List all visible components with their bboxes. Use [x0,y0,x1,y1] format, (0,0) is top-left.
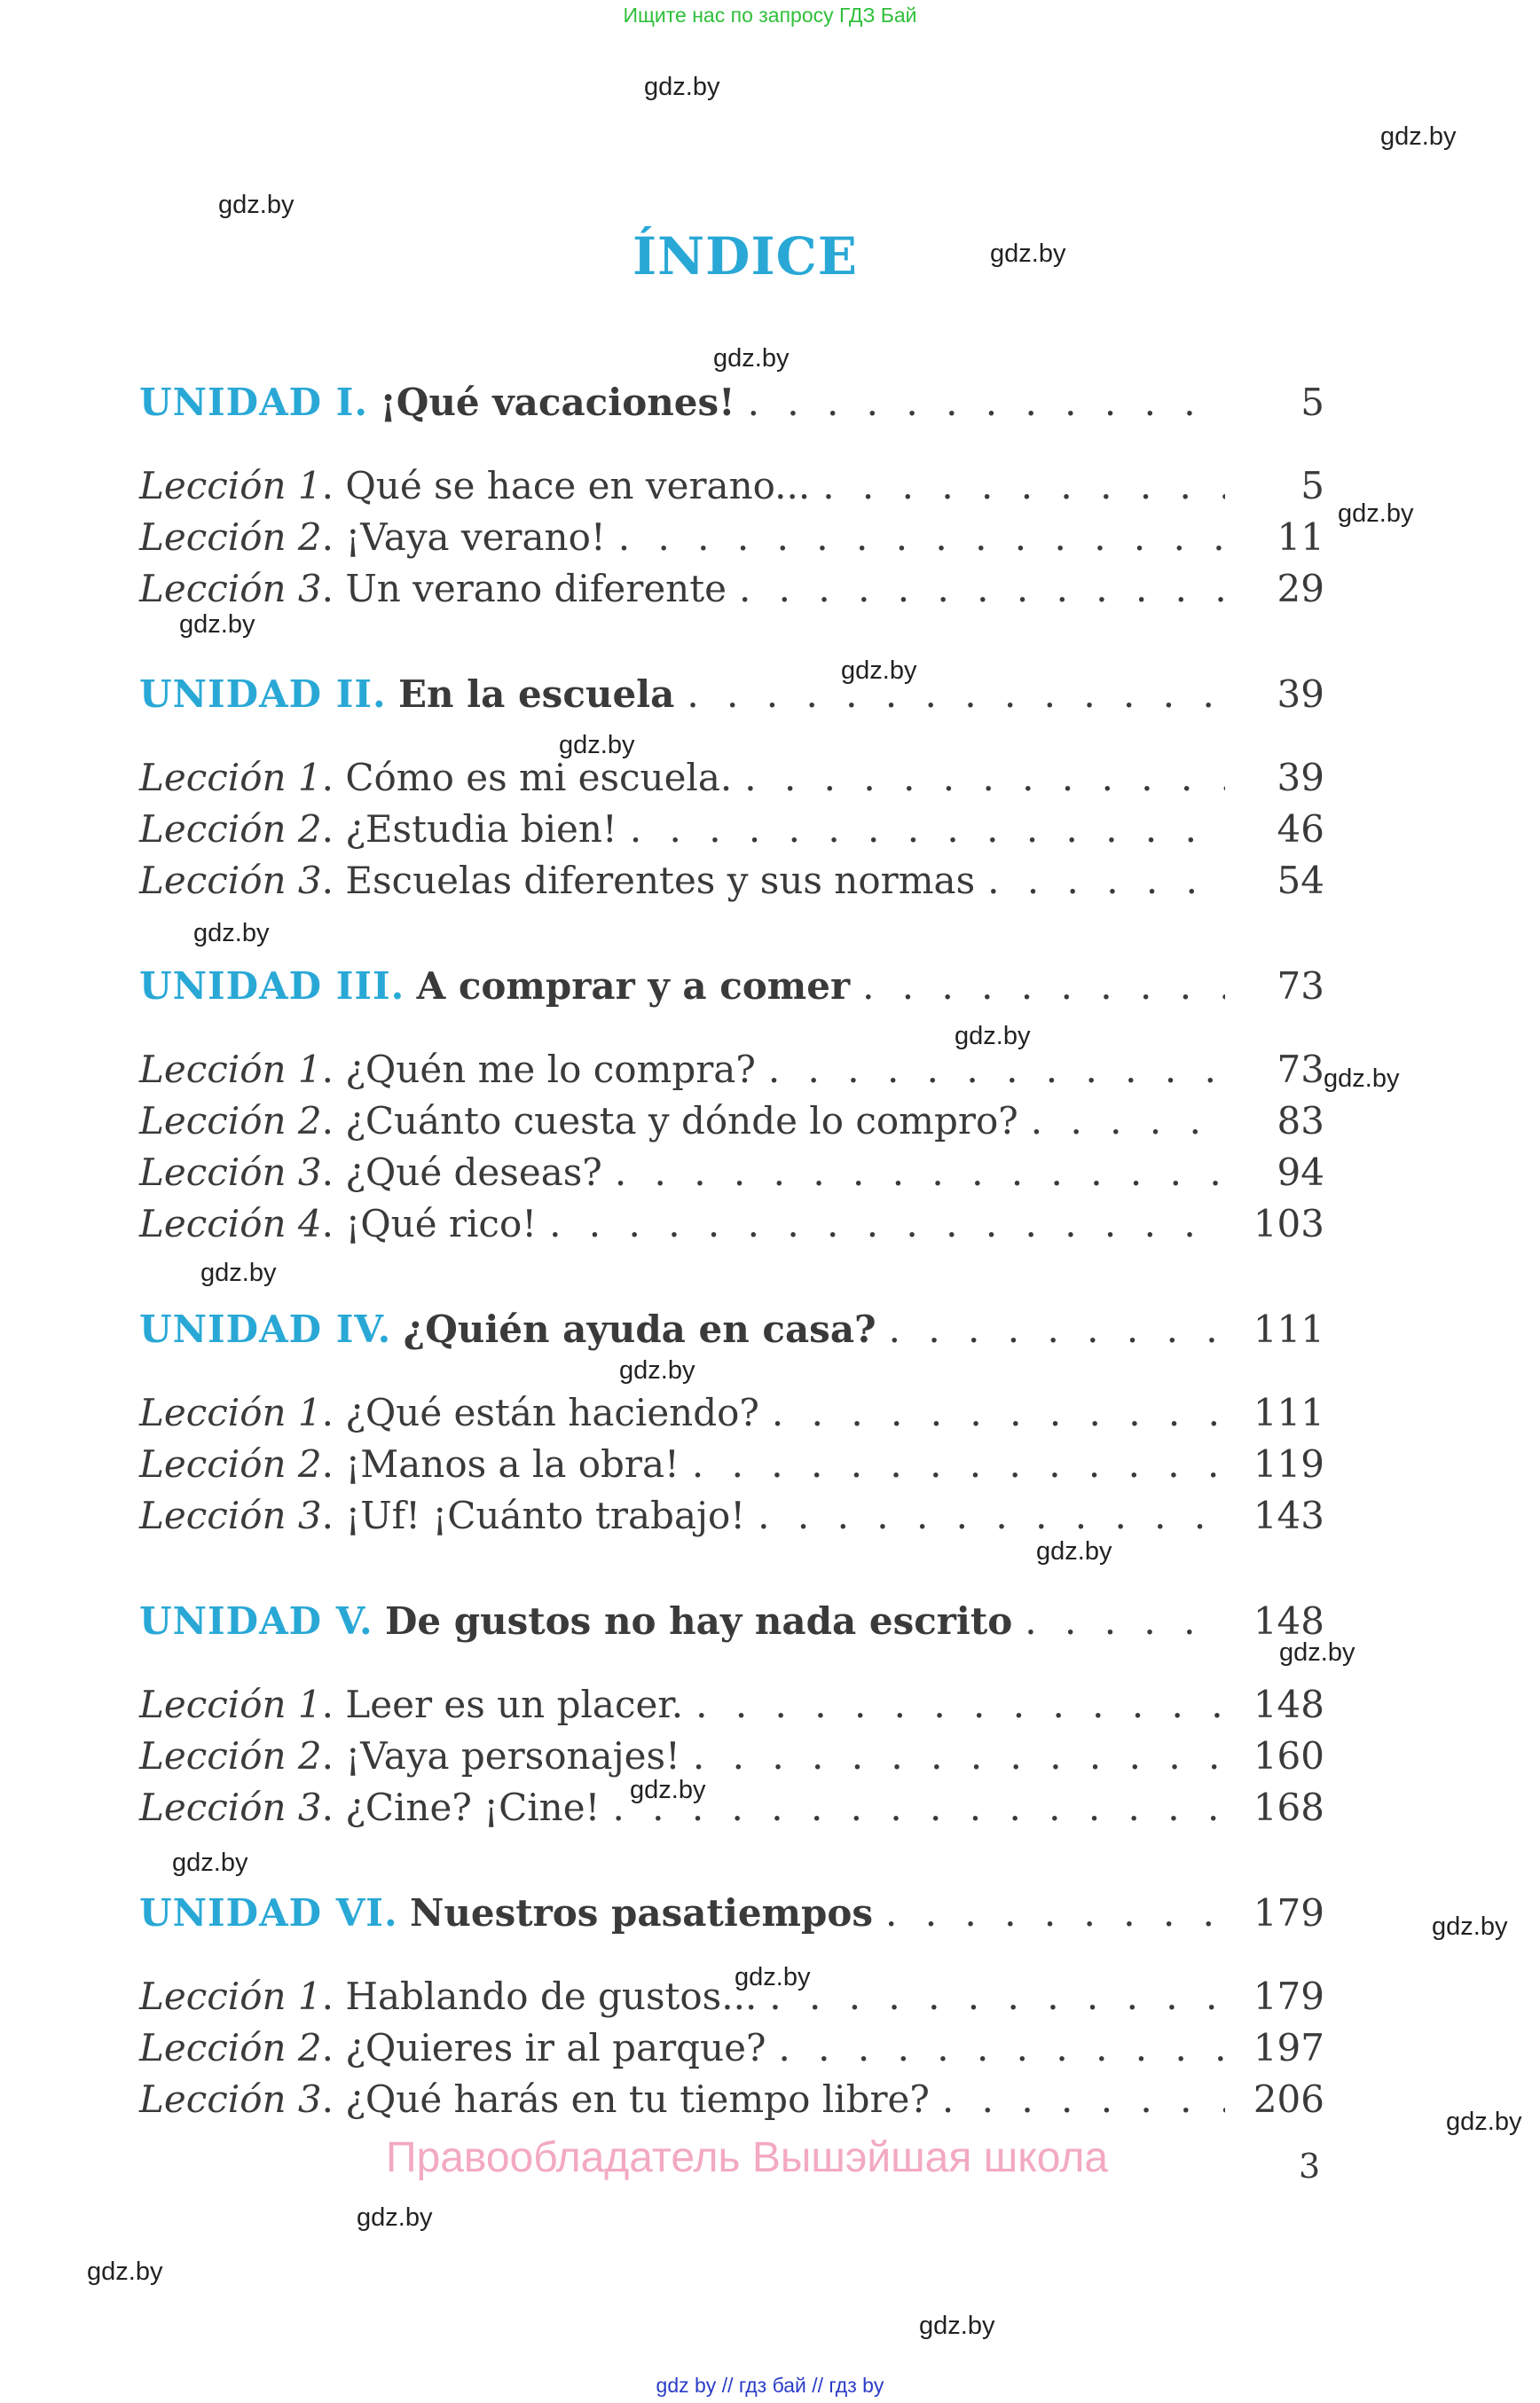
lesson-title: . Cómo es mi escuela. [321,756,733,799]
toc-lesson-1-1 [139,461,1324,511]
unit-number: UNIDAD I. [139,381,368,424]
toc-lesson-5-2 [139,1732,1324,1781]
toc-lesson-2-3 [139,856,1324,906]
toc-lesson-6-1 [139,1972,1324,2022]
toc-lesson-2-2 [139,805,1324,854]
unit-title: En la escuela [398,672,675,716]
page-ref: 94 [1277,1150,1324,1194]
dot-leader [618,513,1225,562]
page-ref: 5 [1300,464,1324,507]
lesson-number: Lección 3 [139,2077,322,2121]
lesson-title: . ¿Qué harás en tu tiempo libre? [321,2077,930,2121]
toc-lesson-5-3 [139,1783,1324,1833]
footer-links[interactable]: gdz by // гдз бай // гдз by [656,2374,884,2397]
lesson-number: Lección 2 [139,515,322,559]
page-ref: 111 [1253,1308,1324,1351]
lesson-title: . ¿Estudia bien! [321,807,617,851]
lesson-title: . ¡Vaya personajes! [321,1734,680,1778]
toc-unit-5 [139,1597,1324,1646]
lesson-title: . ¿Qué deseas? [321,1150,602,1194]
watermark: gdz.by [619,1356,695,1385]
page-ref: 179 [1253,1975,1324,2018]
toc-lesson-5-1 [139,1680,1324,1730]
dot-leader [748,378,1225,428]
lesson-number: Lección 4 [139,1202,322,1245]
page-ref: 148 [1253,1599,1324,1643]
watermark: gdz.by [919,2312,995,2340]
watermark: gdz.by [172,1849,248,1877]
toc-lesson-3-3 [139,1148,1324,1198]
watermark: gdz.by [1036,1537,1112,1566]
watermark: gdz.by [179,610,255,639]
toc-lesson-6-2 [139,2023,1324,2073]
toc-lesson-4-2 [139,1440,1324,1489]
lesson-title: . Un verano diferente [321,567,727,610]
lesson-title: . Leer es un placer. [321,1683,684,1726]
dot-leader [615,1148,1225,1198]
watermark: gdz.by [1432,1912,1508,1941]
unit-number: UNIDAD V. [139,1599,373,1643]
dot-leader [739,564,1225,614]
page-ref: 119 [1253,1442,1324,1486]
unit-title: Nuestros pasatiempos [409,1891,874,1935]
dot-leader [769,1972,1225,2022]
lesson-number: Lección 2 [139,1734,322,1778]
page-ref: 103 [1253,1202,1324,1245]
lesson-title: . Qué se hace en verano... [321,464,811,507]
lesson-number: Lección 1 [139,1391,322,1434]
watermark: gdz.by [357,2203,433,2232]
lesson-title: . ¡Manos a la obra! [321,1442,680,1486]
watermark: gdz.by [1338,499,1414,528]
watermark: gdz.by [1324,1064,1400,1093]
lesson-number: Lección 1 [139,1048,322,1091]
watermark: gdz.by [955,1022,1031,1050]
toc-unit-3 [139,962,1324,1011]
dot-leader [768,1045,1225,1095]
lesson-number: Lección 2 [139,2026,322,2069]
top-banner[interactable]: Ищите нас по запросу ГДЗ Бай [623,4,917,27]
page-ref: 83 [1277,1099,1324,1143]
lesson-number: Lección 1 [139,1683,322,1726]
toc-lesson-3-2 [139,1096,1324,1146]
watermark: gdz.by [200,1259,277,1287]
lesson-number: Lección 3 [139,1494,322,1537]
page-ref: 111 [1253,1391,1324,1434]
unit-number: UNIDAD III. [139,964,405,1008]
toc-lesson-6-3 [139,2075,1324,2124]
lesson-number: Lección 1 [139,1975,322,2018]
lesson-title: . Hablando de gustos... [321,1975,758,2018]
toc-unit-6 [139,1889,1324,1938]
lesson-number: Lección 2 [139,807,322,851]
dot-leader [692,1440,1225,1489]
dot-leader [889,1305,1225,1355]
dot-leader [862,962,1225,1011]
dot-leader [758,1491,1225,1541]
watermark: gdz.by [841,656,917,685]
watermark: gdz.by [1279,1638,1355,1667]
lesson-title: . ¡Qué rico! [321,1202,538,1245]
dot-leader [630,805,1225,854]
page-ref: 197 [1253,2026,1324,2069]
dot-leader [778,2023,1225,2073]
page-ref: 179 [1253,1891,1324,1935]
page-ref: 54 [1277,859,1324,902]
lesson-title: . ¿Quén me lo compra? [321,1048,756,1091]
unit-title: De gustos no hay nada escrito [384,1599,1013,1643]
page-ref: 73 [1277,1048,1324,1091]
page-ref: 5 [1300,381,1324,424]
dot-leader [942,2075,1225,2124]
lesson-title: . ¡Vaya verano! [321,515,606,559]
watermark: gdz.by [713,344,790,373]
page-ref: 11 [1277,515,1324,559]
dot-leader [687,670,1225,719]
lesson-title: . ¿Qué están haciendo? [321,1391,759,1434]
watermark: gdz.by [193,919,270,947]
dot-leader [772,1388,1225,1438]
watermark: gdz.by [735,1963,811,1991]
rights-holder-note: Правообладатель Вышэйшая школа [386,2134,1109,2181]
dot-leader [885,1889,1225,1938]
page-ref: 168 [1253,1786,1324,1829]
unit-title: ¿Quién ayuda en casa? [403,1308,876,1351]
lesson-title: . ¿Cuánto cuesta y dónde lo compro? [321,1099,1018,1143]
lesson-number: Lección 1 [139,756,322,799]
dot-leader [822,461,1225,511]
page-ref: 39 [1277,672,1324,716]
page-number: 3 [1299,2147,1321,2186]
unit-number: UNIDAD VI. [139,1891,398,1935]
lesson-title: . ¿Cine? ¡Cine! [321,1786,601,1829]
lesson-number: Lección 3 [139,1786,322,1829]
toc-lesson-3-1 [139,1045,1324,1095]
watermark: gdz.by [1446,2108,1522,2136]
page-ref: 29 [1277,567,1324,610]
unit-title: A comprar y a comer [416,964,851,1008]
unit-title: ¡Qué vacaciones! [380,381,735,424]
lesson-number: Lección 3 [139,567,322,610]
toc-lesson-1-3 [139,564,1324,614]
lesson-number: Lección 1 [139,464,322,507]
dot-leader [549,1199,1225,1249]
dot-leader [693,1732,1225,1781]
toc-lesson-3-4 [139,1199,1324,1249]
lesson-number: Lección 3 [139,859,322,902]
unit-number: UNIDAD II. [139,672,387,716]
dot-leader [1025,1597,1225,1646]
page-ref: 143 [1253,1494,1324,1537]
page-title: ÍNDICE [632,226,858,287]
lesson-number: Lección 2 [139,1099,322,1143]
watermark: gdz.by [1380,122,1457,151]
watermark: gdz.by [630,1776,706,1804]
watermark: gdz.by [644,73,720,101]
page-ref: 148 [1253,1683,1324,1726]
watermark: gdz.by [990,240,1066,268]
page-ref: 39 [1277,756,1324,799]
dot-leader [744,753,1225,803]
dot-leader [695,1680,1225,1730]
lesson-title: . ¿Quieres ir al parque? [321,2026,766,2069]
unit-number: UNIDAD IV. [139,1308,392,1351]
toc-lesson-2-1 [139,753,1324,803]
page-ref: 206 [1253,2077,1324,2121]
page-ref: 73 [1277,964,1324,1008]
lesson-title: . ¡Uf! ¡Cuánto trabajo! [321,1494,746,1537]
page-ref: 46 [1277,807,1324,851]
toc-lesson-4-1 [139,1388,1324,1438]
lesson-number: Lección 2 [139,1442,322,1486]
toc-unit-2 [139,670,1324,719]
dot-leader [987,856,1225,906]
toc-lesson-1-2 [139,513,1324,562]
toc-lesson-4-3 [139,1491,1324,1541]
page-ref: 160 [1253,1734,1324,1778]
watermark: gdz.by [87,2258,163,2286]
dot-leader [1031,1096,1225,1146]
watermark: gdz.by [559,731,635,759]
watermark: gdz.by [218,191,295,219]
toc-unit-1 [139,378,1324,428]
lesson-number: Lección 3 [139,1150,322,1194]
lesson-title: . Escuelas diferentes y sus normas [321,859,976,902]
toc-unit-4 [139,1305,1324,1355]
